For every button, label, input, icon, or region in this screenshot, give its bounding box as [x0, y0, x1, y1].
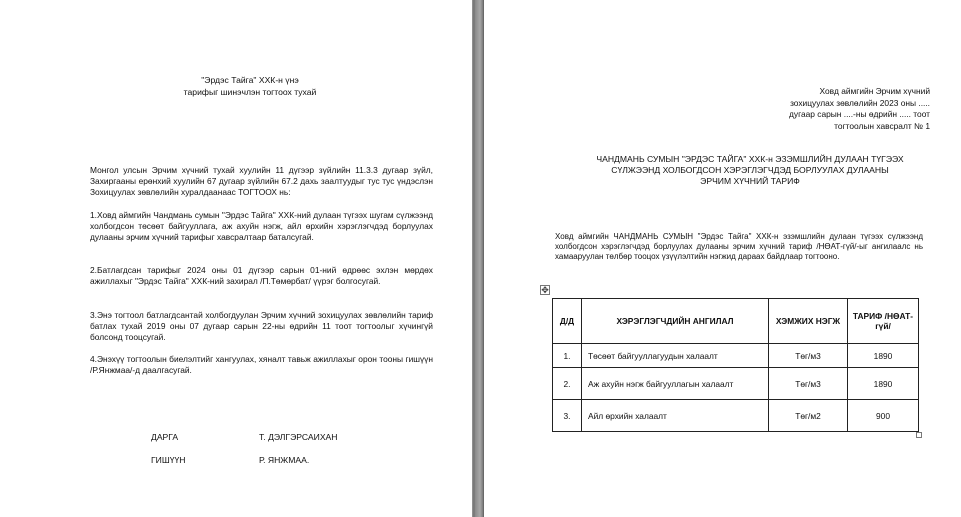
- decision-title-line-1: "Эрдэс Тайга" ХХК-н үнэ: [201, 75, 299, 85]
- table-cell: 2.: [553, 368, 582, 400]
- clause-2: 2.Батлагдсан тарифыг 2024 оны 01 дүгээр сарын 01-ний өдрөөс эхлэн мөрдөх ажиллахыг "Эрдэс Тайга" ХХК-ний захирал /П.Төмөрбат/ үүрэг болгосугай.: [90, 265, 433, 286]
- table-header-cell: ХЭРЭГЛЭГЧДИЙН АНГИЛАЛ: [582, 299, 769, 344]
- appendix-ref-line-3: дугаар сарын ....-ны өдрийн ..... тоот: [789, 109, 930, 119]
- table-header-cell: ТАРИФ /НӨАТ-гүй/: [848, 299, 919, 344]
- table-resize-handle[interactable]: [916, 432, 922, 438]
- signature-name-member: Р. ЯНЖМАА.: [259, 455, 310, 465]
- table-cell: 1890: [848, 368, 919, 400]
- clause-3: 3.Энэ тогтоол батлагдсантай холбогдуулан Эрчим хүчний зохицуулах зөвлөлийн тариф батлах тухай 2019 оны 07 дугаар сарын 22-ны өдрийн 11 тоот тогтоолыг хүчингүй болсонд тооцсугай.: [90, 310, 433, 342]
- table-row: [553, 344, 919, 368]
- table-row: [553, 368, 919, 400]
- clause-1: 1.Ховд аймгийн Чандмань сумын "Эрдэс Тайга" ХХК-ний дулаан түгээх шугам сүлжээнд холбогдсон төсөөт байгууллага, аж ахуйн нэгж, айл өрхийн хэрэглэгчдэд борлуулах дулааны эрчим хүчний тарифыг хавсралтаар баталсугай.: [90, 210, 433, 242]
- signature-name-chairman: Т. ДЭЛГЭРСАИХАН: [259, 432, 338, 442]
- appendix-ref-line-2: зохицуулах зөвлөлийн 2023 оны .....: [790, 97, 930, 108]
- table-header-cell: ХЭМЖИХ НЭГЖ: [769, 299, 848, 344]
- table-cell: 3.: [553, 400, 582, 432]
- tariff-title-line-2: СҮЛЖЭЭНД ХОЛБОГДСОН ХЭРЭГЛЭГЧДЭД БОРЛУУЛАХ ДУЛААНЫ: [611, 165, 889, 175]
- table-cell: 900: [848, 400, 919, 432]
- decision-title: [170, 74, 330, 98]
- signature-role-chairman: ДАРГА: [151, 432, 179, 442]
- appendix-ref-line-4: тогтоолын хавсралт № 1: [834, 120, 930, 131]
- table-cell: Төг/м2: [769, 400, 848, 432]
- tariff-table: [552, 298, 919, 432]
- table-cell: 1890: [848, 344, 919, 368]
- preamble-paragraph: Монгол улсын Эрчим хүчний тухай хуулийн 11 дүгээр зүйлийн 11.3.3 дугаар зүйл, Захиргааны ерөнхий хуулийн 67 дугаар зүйлийн 67.2 дахь заалтуудыг тус тус үндэслэн Зохицуулах зөвлөлийн хуралдаанаас ТОГТООХ нь:: [90, 165, 433, 197]
- table-cell: 1.: [553, 344, 582, 368]
- table-cell: Аж ахуйн нэгж байгууллагын халаалт: [582, 368, 769, 400]
- table-cell: Айл өрхийн халаалт: [582, 400, 769, 432]
- page-gutter: [472, 0, 484, 517]
- tariff-title: [555, 154, 945, 187]
- tariff-intro-paragraph: Ховд аймгийн ЧАНДМАНЬ СУМЫН "Эрдэс Тайга" ХХК-н эзэмшлийн дулаан түгээх сүлжээнд холбогдсон хэрэглэгчдэд борлуулах дулааны эрчим хүчний тариф /НӨАТ-гүй/-ыг ангилаалс нь хамааруулан төлбөр тооцох үзүүлэлтийн нэгжид дараах байдлаар тогтооно.: [555, 232, 923, 261]
- table-cell: Төг/м3: [769, 344, 848, 368]
- appendix-ref-line-1: Ховд аймгийн Эрчим хүчний: [819, 86, 930, 96]
- decision-title-line-2: тарифыг шинэчлэн тогтоох тухай: [183, 87, 317, 97]
- table-row: [553, 400, 919, 432]
- clause-4: 4.Энэхүү тогтоолын биелэлтийг хангуулах, хяналт тавьж ажиллахыг орон тооны гишүүн /Р.Янжмаа/-д даалгасугай.: [90, 354, 433, 375]
- appendix-reference: [710, 86, 930, 132]
- table-header-row: [553, 299, 919, 344]
- move-cross-icon[interactable]: ✥: [541, 285, 549, 295]
- tariff-title-line-3: ЭРЧИМ ХҮЧНИЙ ТАРИФ: [700, 176, 800, 186]
- table-cell: Төг/м3: [769, 368, 848, 400]
- signature-role-member: ГИШҮҮН: [151, 455, 186, 465]
- tariff-title-line-1: ЧАНДМАНЬ СУМЫН "ЭРДЭС ТАЙГА" ХХК-н ЭЗЭМШЛИЙН ДУЛААН ТҮГЭЭХ: [596, 154, 904, 164]
- table-cell: Төсөөт байгууллагуудын халаалт: [582, 344, 769, 368]
- table-header-cell: Д/Д: [553, 299, 582, 344]
